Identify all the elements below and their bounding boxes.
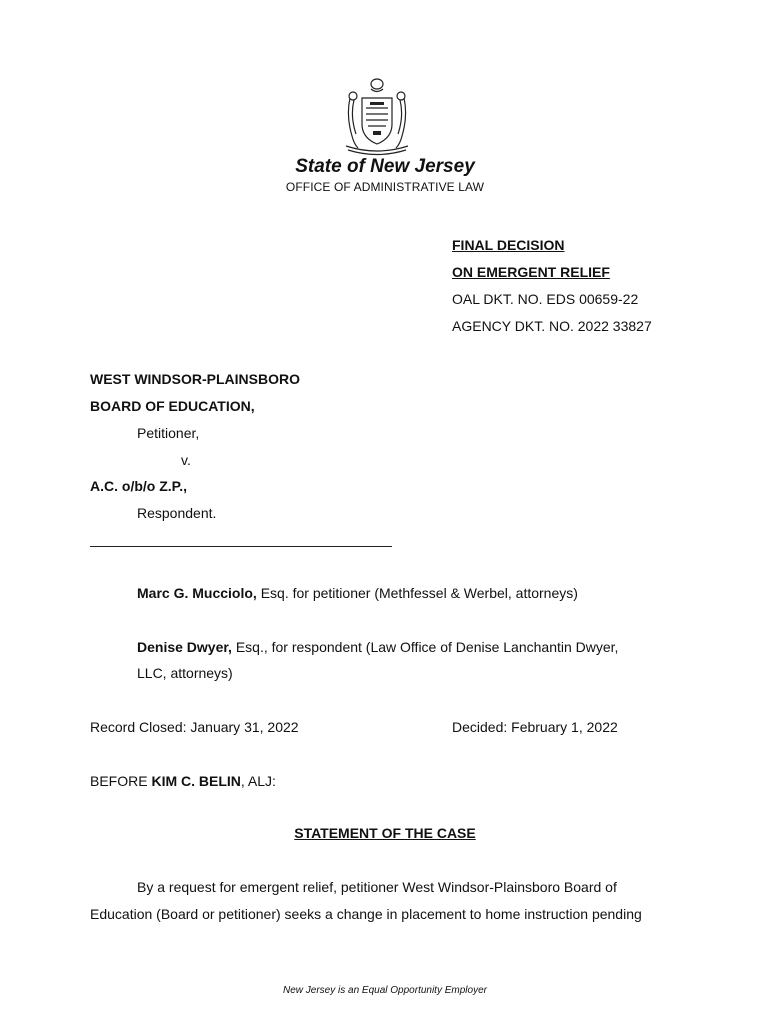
- versus: v.: [181, 452, 191, 468]
- respondent-role: Respondent.: [137, 505, 217, 521]
- before-suffix: , ALJ:: [240, 773, 276, 789]
- petitioner-counsel: [137, 585, 578, 601]
- before-judge: [90, 773, 276, 789]
- oal-docket-number: OAL DKT. NO. EDS 00659-22: [452, 291, 639, 307]
- respondent-counsel-details-line2: LLC, attorneys): [137, 665, 233, 681]
- petitioner-name-line1: WEST WINDSOR-PLAINSBORO: [90, 371, 300, 387]
- decided-date: Decided: February 1, 2022: [452, 719, 618, 735]
- body-paragraph-line2: Education (Board or petitioner) seeks a change in placement to home instruction pending: [90, 906, 642, 922]
- before-prefix: BEFORE: [90, 773, 152, 789]
- state-title: State of New Jersey: [295, 156, 475, 177]
- petitioner-name-line2: BOARD OF EDUCATION,: [90, 398, 255, 414]
- respondent-name: A.C. o/b/o Z.P.,: [90, 478, 187, 494]
- respondent-counsel: [137, 639, 679, 655]
- petitioner-counsel-details: Esq. for petitioner (Methfessel & Werbel, attorneys): [256, 585, 578, 601]
- record-closed-date: Record Closed: January 31, 2022: [90, 719, 299, 735]
- respondent-counsel-name: Denise Dwyer,: [137, 639, 232, 655]
- petitioner-counsel-name: Marc G. Mucciolo,: [137, 585, 257, 601]
- footer-text: New Jersey is an Equal Opportunity Employer: [283, 985, 487, 996]
- judge-name: KIM C. BELIN: [151, 773, 241, 789]
- body-paragraph-line1: By a request for emergent relief, petitioner West Windsor-Plainsboro Board of: [137, 879, 617, 895]
- section-heading: STATEMENT OF THE CASE: [294, 825, 476, 841]
- decision-title-line1: FINAL DECISION: [452, 237, 565, 253]
- nj-state-seal-icon: [340, 76, 414, 156]
- agency-docket-number: AGENCY DKT. NO. 2022 33827: [452, 318, 652, 334]
- office-name: OFFICE OF ADMINISTRATIVE LAW: [285, 180, 485, 194]
- respondent-counsel-details: Esq., for respondent (Law Office of Denise Lanchantin Dwyer,: [231, 639, 619, 655]
- caption-divider: [90, 546, 392, 547]
- decision-title-line2: ON EMERGENT RELIEF: [452, 264, 610, 280]
- petitioner-role: Petitioner,: [137, 425, 200, 441]
